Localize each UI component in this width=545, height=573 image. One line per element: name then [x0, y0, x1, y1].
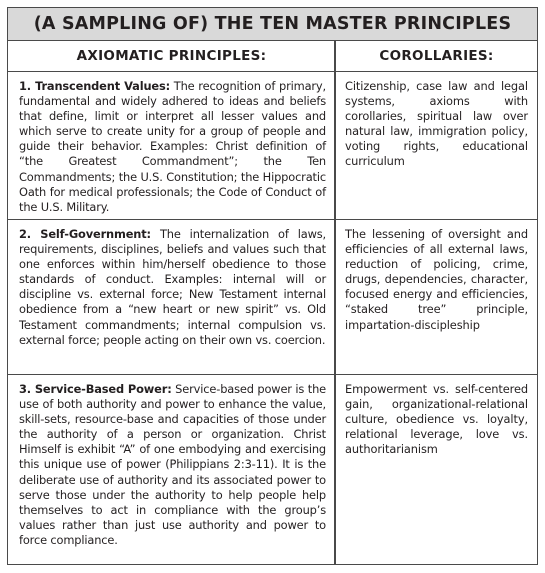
principle-text: Service-based power is the use of both authority and power to enhance the value, skill-sets, resource-base and capacities of those under the authority of a person or organization. Christ Himself is exhibit “A” of one embodying and exercising this unique use of power (Philippians 2:3-11). It is the deliberate use of authority and its associated power to serve those under the authority to help people help themselves to act in compliance with the group’s values rather than just use authority and power to force compliance.	[19, 382, 327, 547]
principle-cell	[8, 220, 335, 348]
principle-cell	[8, 375, 335, 548]
principle-cell	[8, 72, 335, 215]
principle-text: The recognition of primary, fundamental and widely adhered to ideas and beliefs that define, limit or interpret all lesser values and which serve to create unity for a group of people and guide their behavior. Examples: Christ definition of “the Greatest Commandment”; the Ten Commandments; the U.S. Constitution; the Hippocratic Oath for medical professionals; the Code of Conduct of the U.S. Military.	[19, 79, 326, 214]
corollaries-cell: Empowerment vs. self-centered gain, organizational-relational culture, obedience vs. loyalty, relational leverage, love vs. authoritarianism	[345, 382, 528, 457]
principle-text: The internalization of laws, requirements, disciplines, beliefs and values such that one enforces within him/herself obedience to those standards of conduct. Examples: internal will or discipline vs. external force; New Testament internal obedience from a “new heart or new spirit” vs. Old Testament commandments; internal compulsion vs. external force; people acting on their own vs. coercion.	[19, 227, 326, 347]
corollaries-cell: The lessening of oversight and efficiencies of all external laws, reduction of policing, crime, drugs, dependencies, character, focused energy and efficiencies, “staked tree” principle, impartation-discipleship	[345, 227, 528, 332]
corollaries-cell: Citizenship, case law and legal systems, axioms with corollaries, spiritual law over natural law, immigration policy, voting rights, educational curriculum	[345, 79, 528, 169]
column-header-axiomatic-principles: AXIOMATIC PRINCIPLES:	[76, 48, 267, 64]
principle-title: 3. Service-Based Power:	[19, 382, 172, 396]
title-bar	[8, 8, 537, 41]
table-row	[8, 375, 537, 565]
column-header-row	[8, 41, 537, 72]
principle-title: 2. Self-Government:	[19, 227, 151, 241]
column-divider	[334, 41, 336, 564]
principles-table	[7, 7, 538, 565]
table-title: (A SAMPLING OF) THE TEN MASTER PRINCIPLES	[33, 14, 512, 34]
column-header-corollaries: COROLLARIES:	[379, 48, 494, 64]
principle-title: 1. Transcendent Values:	[19, 79, 171, 93]
table-row	[8, 220, 537, 375]
table-row	[8, 72, 537, 220]
